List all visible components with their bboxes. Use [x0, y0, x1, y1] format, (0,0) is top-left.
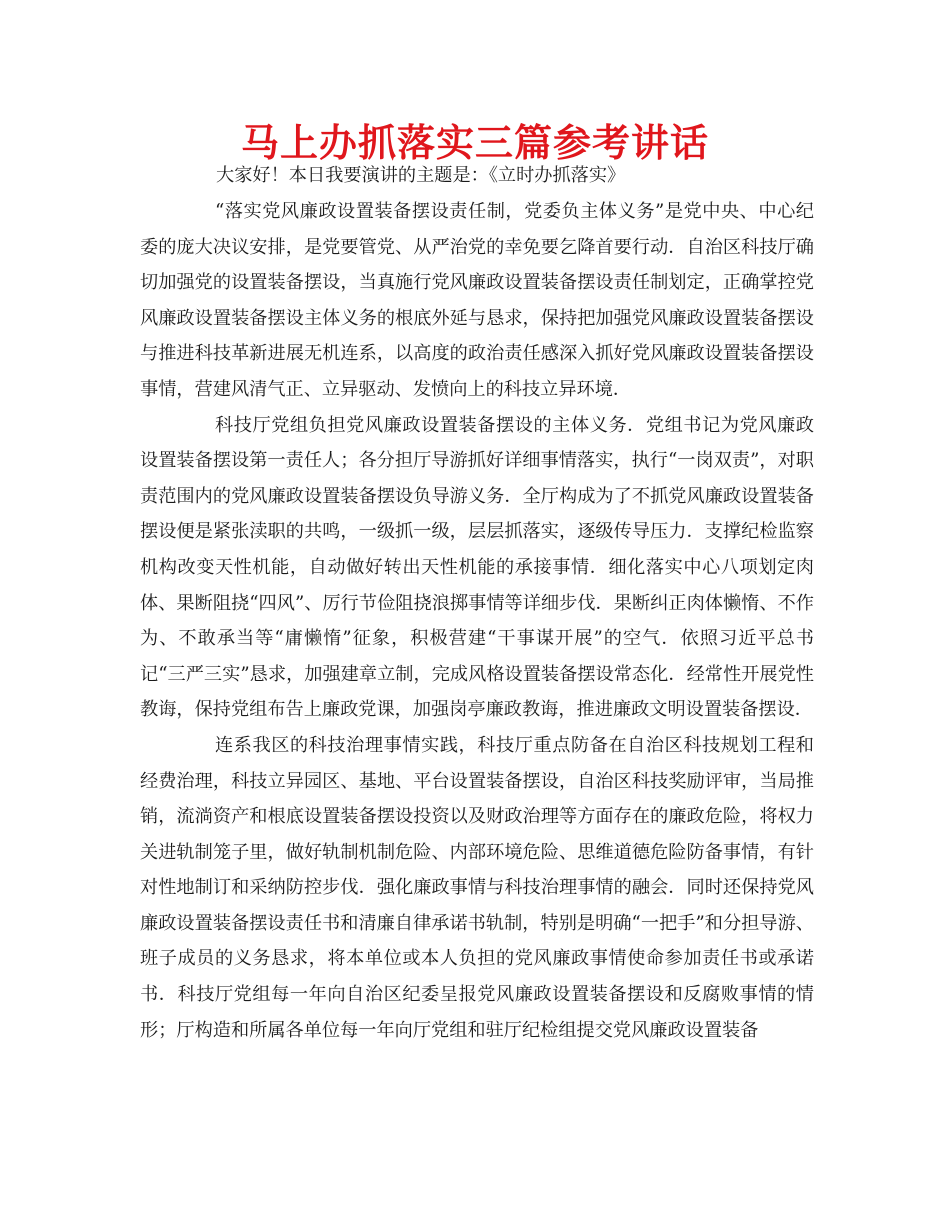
- paragraph-2: 科技厅党组负担党风廉政设置装备摆设的主体义务．党组书记为党风廉政设置装备摆设第一责任人；各分担厅导游抓好详细事情落实，执行“一岗双责”，对职责范围内的党风廉政设置装备摆设负导游义务．全厅构成为了不抓党风廉政设置装备摆设便是紧张渎职的共鸣，一级抓一级，层层抓落实，逐级传导压力．支撑纪检监察机构改变天性机能，自动做好转出天性机能的承接事情．细化落实中心八项划定肉体、果断阻挠“四风”、厉行节俭阻挠浪掷事情等详细步伐．果断纠正肉体懒惰、不作为、不敢承当等“庸懒惰”征象，积极营建“干事谋开展”的空气．依照习近平总书记“三严三实”恳求，加强建章立制，完成风格设置装备摆设常态化．经常性开展党性教诲，保持党组布告上廉政党课，加强岗亭廉政教诲，推进廉政文明设置装备摆设．: [140, 414, 814, 721]
- greeting-line: 大家好！本日我要演讲的主题是：《立时办抓落实》: [216, 165, 626, 186]
- document-title: 马上办抓落实三篇参考讲话: [240, 121, 709, 165]
- document-body: [140, 161, 814, 1048]
- paragraph-3: 连系我区的科技治理事情实践，科技厅重点防备在自治区科技规划工程和经费治理，科技立异园区、基地、平台设置装备摆设，自治区科技奖励评审，当局推销，流淌资产和根底设置装备摆设投资以及财政治理等方面存在的廉政危险，将权力关进轨制笼子里，做好轨制机制危险、内部环境危险、思维道德危险防备事情，有针对性地制订和采纳防控步伐．强化廉政事情与科技治理事情的融会．同时还保持党风廉政设置装备摆设责任书和清廉自律承诺书轨制，特别是明确“一把手”和分担导游、班子成员的义务恳求，将本单位或本人负担的党风廉政事情使命参加责任书或承诺书．科技厅党组每一年向自治区纪委呈报党风廉政设置装备摆设和反腐败事情的情形；厅构造和所属各单位每一年向厅党组和驻厅纪检组提交党风廉政设置装备: [140, 734, 814, 1041]
- paragraph-1: “落实党风廉政设置装备摆设责任制，党委负主体义务”是党中央、中心纪委的庞大决议安排，是党要管党、从严治党的幸免要乞降首要行动．自治区科技厅确切加强党的设置装备摆设，当真施行党风廉政设置装备摆设责任制划定，正确掌控党风廉政设置装备摆设主体义务的根底外延与恳求，保持把加强党风廉政设置装备摆设与推进科技革新进展无机连系，以高度的政治责任感深入抓好党风廉政设置装备摆设事情，营建风清气正、立异驱动、发愤向上的科技立异环境．: [140, 201, 814, 400]
